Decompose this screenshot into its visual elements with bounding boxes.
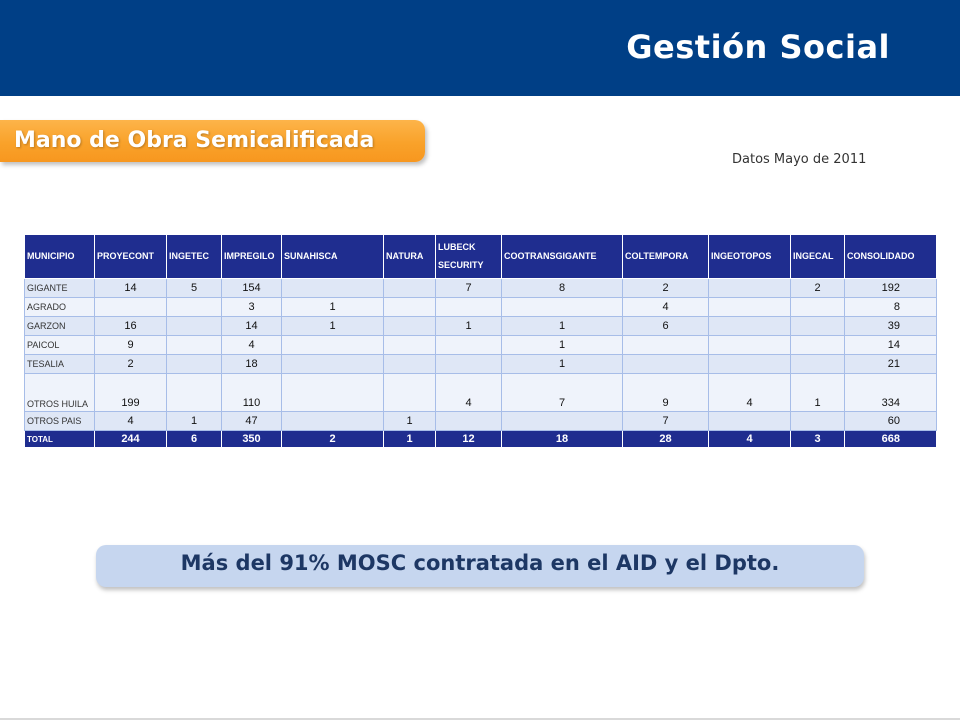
col-header: INGETEC	[167, 235, 222, 279]
table-cell: 1	[282, 298, 384, 317]
table-header-row	[25, 235, 937, 279]
table-row	[25, 374, 937, 412]
table-cell	[167, 317, 222, 336]
table-cell	[502, 412, 623, 431]
table-cell: 9	[623, 374, 709, 412]
table-cell: 2	[623, 279, 709, 298]
table-cell	[791, 336, 845, 355]
table-cell: 2	[95, 355, 167, 374]
section-subtitle: Mano de Obra Semicalificada	[14, 128, 375, 153]
table-row	[25, 279, 937, 298]
table-cell: 2	[791, 279, 845, 298]
table-cell: 9	[95, 336, 167, 355]
table-cell: 1	[436, 317, 502, 336]
table-cell: 4	[709, 374, 791, 412]
table-cell	[282, 355, 384, 374]
table-cell	[384, 355, 436, 374]
col-header: INGECAL	[791, 235, 845, 279]
table-cell: 8	[502, 279, 623, 298]
total-cell: 350	[222, 431, 282, 448]
table-cell	[282, 412, 384, 431]
total-cell: 3	[791, 431, 845, 448]
table-cell	[709, 336, 791, 355]
table-cell: 6	[623, 317, 709, 336]
total-cell: 244	[95, 431, 167, 448]
table-cell	[791, 412, 845, 431]
table-cell	[384, 279, 436, 298]
table-cell: 1	[502, 336, 623, 355]
table-cell: 18	[222, 355, 282, 374]
table-cell	[384, 374, 436, 412]
table-cell: 1	[502, 317, 623, 336]
col-header: LUBECK SECURITY	[436, 235, 502, 279]
table-cell: 1	[384, 412, 436, 431]
total-cell: 12	[436, 431, 502, 448]
row-label: GARZON	[25, 317, 95, 336]
total-cell: 4	[709, 431, 791, 448]
total-cell: 668	[845, 431, 937, 448]
col-header: INGEOTOPOS	[709, 235, 791, 279]
workforce-table	[24, 234, 937, 448]
table-row	[25, 412, 937, 431]
table-cell	[709, 355, 791, 374]
table-cell: 4	[623, 298, 709, 317]
row-label: OTROS HUILA	[25, 374, 95, 412]
summary-banner	[96, 545, 864, 587]
table-cell	[502, 298, 623, 317]
table-cell	[282, 374, 384, 412]
total-cell: 2	[282, 431, 384, 448]
table-row	[25, 336, 937, 355]
table-cell	[384, 317, 436, 336]
total-cell: 1	[384, 431, 436, 448]
table-cell	[623, 336, 709, 355]
section-subtitle-box	[0, 120, 425, 162]
row-label: AGRADO	[25, 298, 95, 317]
table-cell: 16	[95, 317, 167, 336]
table-cell	[709, 317, 791, 336]
table-cell	[791, 317, 845, 336]
table-cell	[167, 355, 222, 374]
table-row	[25, 317, 937, 336]
table-cell: 60	[845, 412, 937, 431]
col-header: NATURA	[384, 235, 436, 279]
table-total-row	[25, 431, 937, 448]
col-header: COLTEMPORA	[623, 235, 709, 279]
table-cell	[436, 298, 502, 317]
summary-text: Más del 91% MOSC contratada en el AID y el Dpto.	[180, 551, 780, 575]
table-cell: 334	[845, 374, 937, 412]
table-row	[25, 298, 937, 317]
table-cell: 110	[222, 374, 282, 412]
table-cell: 3	[222, 298, 282, 317]
row-label: PAICOL	[25, 336, 95, 355]
table-cell: 4	[222, 336, 282, 355]
table-cell	[436, 355, 502, 374]
table-cell: 154	[222, 279, 282, 298]
table-cell: 14	[95, 279, 167, 298]
col-header: PROYECONT	[95, 235, 167, 279]
total-cell: 18	[502, 431, 623, 448]
table-cell	[436, 412, 502, 431]
row-label: OTROS PAIS	[25, 412, 95, 431]
total-cell: 28	[623, 431, 709, 448]
col-header: SUNAHISCA	[282, 235, 384, 279]
table-cell: 4	[436, 374, 502, 412]
table-cell: 1	[167, 412, 222, 431]
table-cell	[95, 298, 167, 317]
table-cell	[709, 279, 791, 298]
table-cell	[282, 279, 384, 298]
table-cell: 14	[222, 317, 282, 336]
table-cell: 47	[222, 412, 282, 431]
col-header: MUNICIPIO	[25, 235, 95, 279]
table-cell: 192	[845, 279, 937, 298]
table-cell	[384, 298, 436, 317]
col-header: CONSOLIDADO	[845, 235, 937, 279]
table-cell: 7	[436, 279, 502, 298]
date-note: Datos Mayo de 2011	[732, 152, 867, 167]
table-cell	[791, 355, 845, 374]
table-cell: 1	[791, 374, 845, 412]
table-cell: 21	[845, 355, 937, 374]
table-cell	[167, 336, 222, 355]
table-cell	[623, 355, 709, 374]
table-cell	[384, 336, 436, 355]
table-cell	[709, 298, 791, 317]
table-cell: 8	[845, 298, 937, 317]
table-cell	[282, 336, 384, 355]
table-cell: 199	[95, 374, 167, 412]
table-cell: 1	[282, 317, 384, 336]
table-cell: 7	[502, 374, 623, 412]
table-cell	[436, 336, 502, 355]
table-cell	[167, 374, 222, 412]
table-cell: 39	[845, 317, 937, 336]
total-cell: 6	[167, 431, 222, 448]
total-label: TOTAL	[25, 431, 95, 448]
row-label: GIGANTE	[25, 279, 95, 298]
page-title: Gestión Social	[626, 28, 890, 66]
table-cell	[709, 412, 791, 431]
header-bar	[0, 0, 960, 96]
table-cell: 5	[167, 279, 222, 298]
table-cell: 4	[95, 412, 167, 431]
table-cell: 7	[623, 412, 709, 431]
table-row	[25, 355, 937, 374]
table-cell: 1	[502, 355, 623, 374]
table-cell	[167, 298, 222, 317]
table-cell: 14	[845, 336, 937, 355]
col-header: IMPREGILO	[222, 235, 282, 279]
table-cell	[791, 298, 845, 317]
row-label: TESALIA	[25, 355, 95, 374]
col-header: COOTRANSGIGANTE	[502, 235, 623, 279]
